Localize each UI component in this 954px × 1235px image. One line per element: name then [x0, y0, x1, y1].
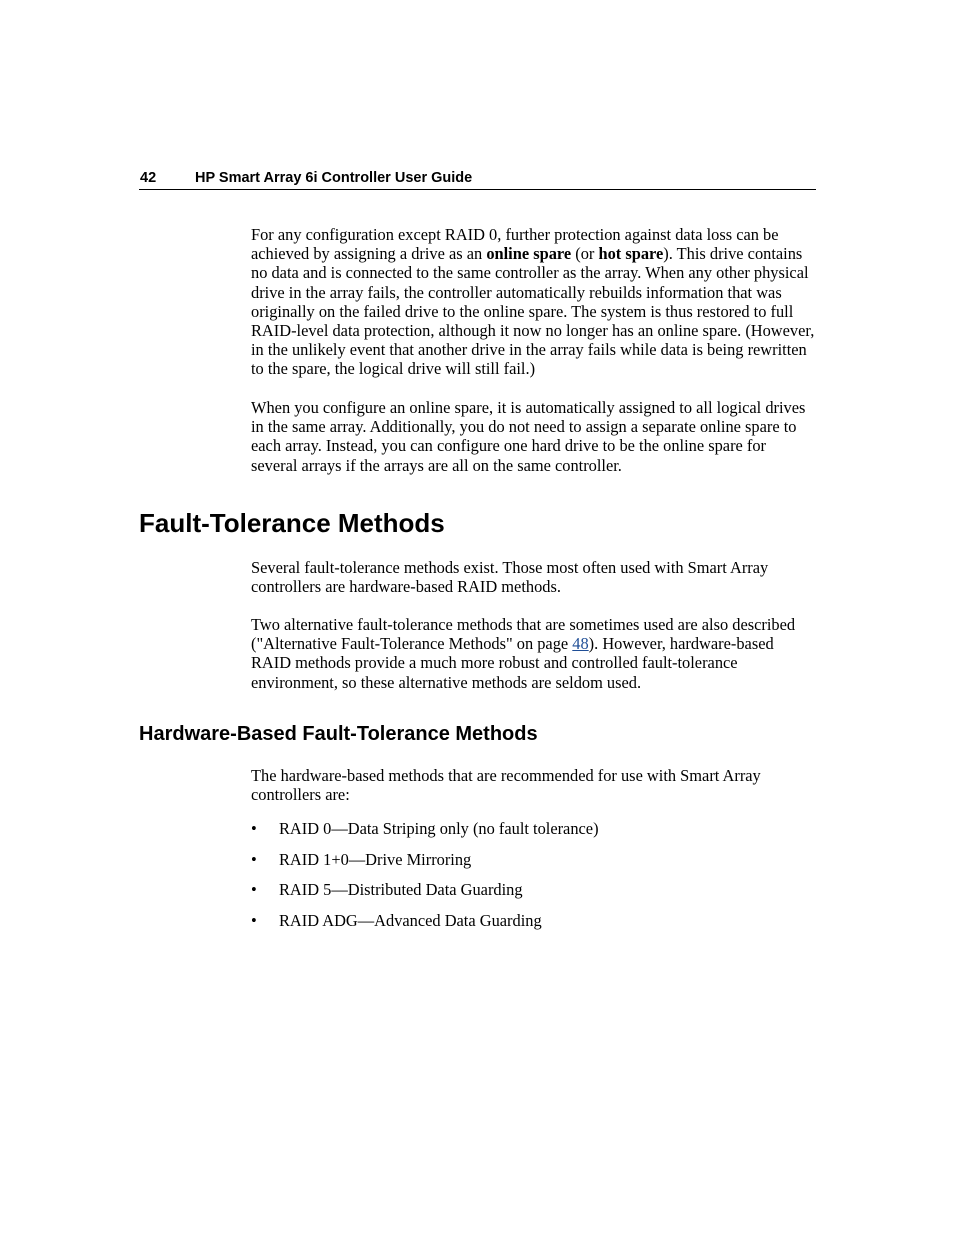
section-heading-fault-tolerance: Fault-Tolerance Methods: [139, 508, 445, 538]
list-item: [251, 879, 816, 910]
para1-text-2: (or: [571, 244, 599, 264]
online-spare-paragraph: [251, 225, 816, 379]
para1-text-1: For any configuration except RAID 0, further protection against data loss can be achieved by assigning a drive as an: [251, 225, 779, 264]
subsection-heading-hardware-based: Hardware-Based Fault-Tolerance Methods: [139, 723, 538, 745]
list-item: [251, 910, 816, 941]
online-spare-term: online spare: [486, 244, 572, 264]
list-item: [251, 818, 816, 849]
para4-text-2: ). However, hardware-based RAID methods provide a much more robust and controlled fault-tolerance environment, so these alternative methods are seldom used.: [251, 634, 774, 692]
hot-spare-term: hot spare: [598, 244, 664, 264]
bullet-icon: •: [251, 819, 257, 838]
bullet-icon: •: [251, 849, 257, 869]
page-number: 42: [140, 170, 157, 186]
list-item-text: RAID ADG—Advanced Data Guarding: [279, 910, 542, 930]
page-link-48[interactable]: 48: [572, 634, 589, 654]
bullet-icon: •: [251, 880, 257, 899]
para4-text-1: Two alternative fault-tolerance methods that are sometimes used are also described ("Alternative Fault-Tolerance Methods" on page: [251, 615, 796, 654]
list-item-text: RAID 1+0—Drive Mirroring: [279, 849, 472, 869]
configure-spare-paragraph: When you configure an online spare, it is automatically assigned to all logical drives in the same array. Additionally, you do not need to assign a separate online spare to each array. Instead, you can configure one hard drive to be the online spare for several arrays if the arrays are all on the same controller.: [251, 398, 806, 475]
list-item-text: RAID 5—Distributed Data Guarding: [279, 880, 523, 899]
methods-intro-paragraph: Several fault-tolerance methods exist. Those most often used with Smart Array controllers are hardware-based RAID methods.: [251, 558, 769, 597]
list-item-text: RAID 0—Data Striping only (no fault tolerance): [279, 819, 599, 838]
header-title: HP Smart Array 6i Controller User Guide: [195, 170, 473, 186]
alternative-methods-paragraph: [251, 615, 816, 692]
raid-methods-list: [251, 818, 816, 940]
list-item: [251, 849, 816, 880]
bullet-icon: •: [251, 910, 257, 930]
page-header: [139, 169, 816, 190]
hardware-methods-intro: The hardware-based methods that are recommended for use with Smart Array controllers are:: [251, 766, 761, 805]
para1-text-3: ). This drive contains no data and is connected to the same controller as the array. When any other physical drive in the array fails, the controller automatically rebuilds information that was originally on the failed drive to the online spare. The system is thus restored to full RAID-level data protection, although it now no longer has an online spare. (However, in the unlikely event that another drive in the array fails while data is being rewritten to the spare, the logical drive will still fail.): [251, 244, 815, 379]
